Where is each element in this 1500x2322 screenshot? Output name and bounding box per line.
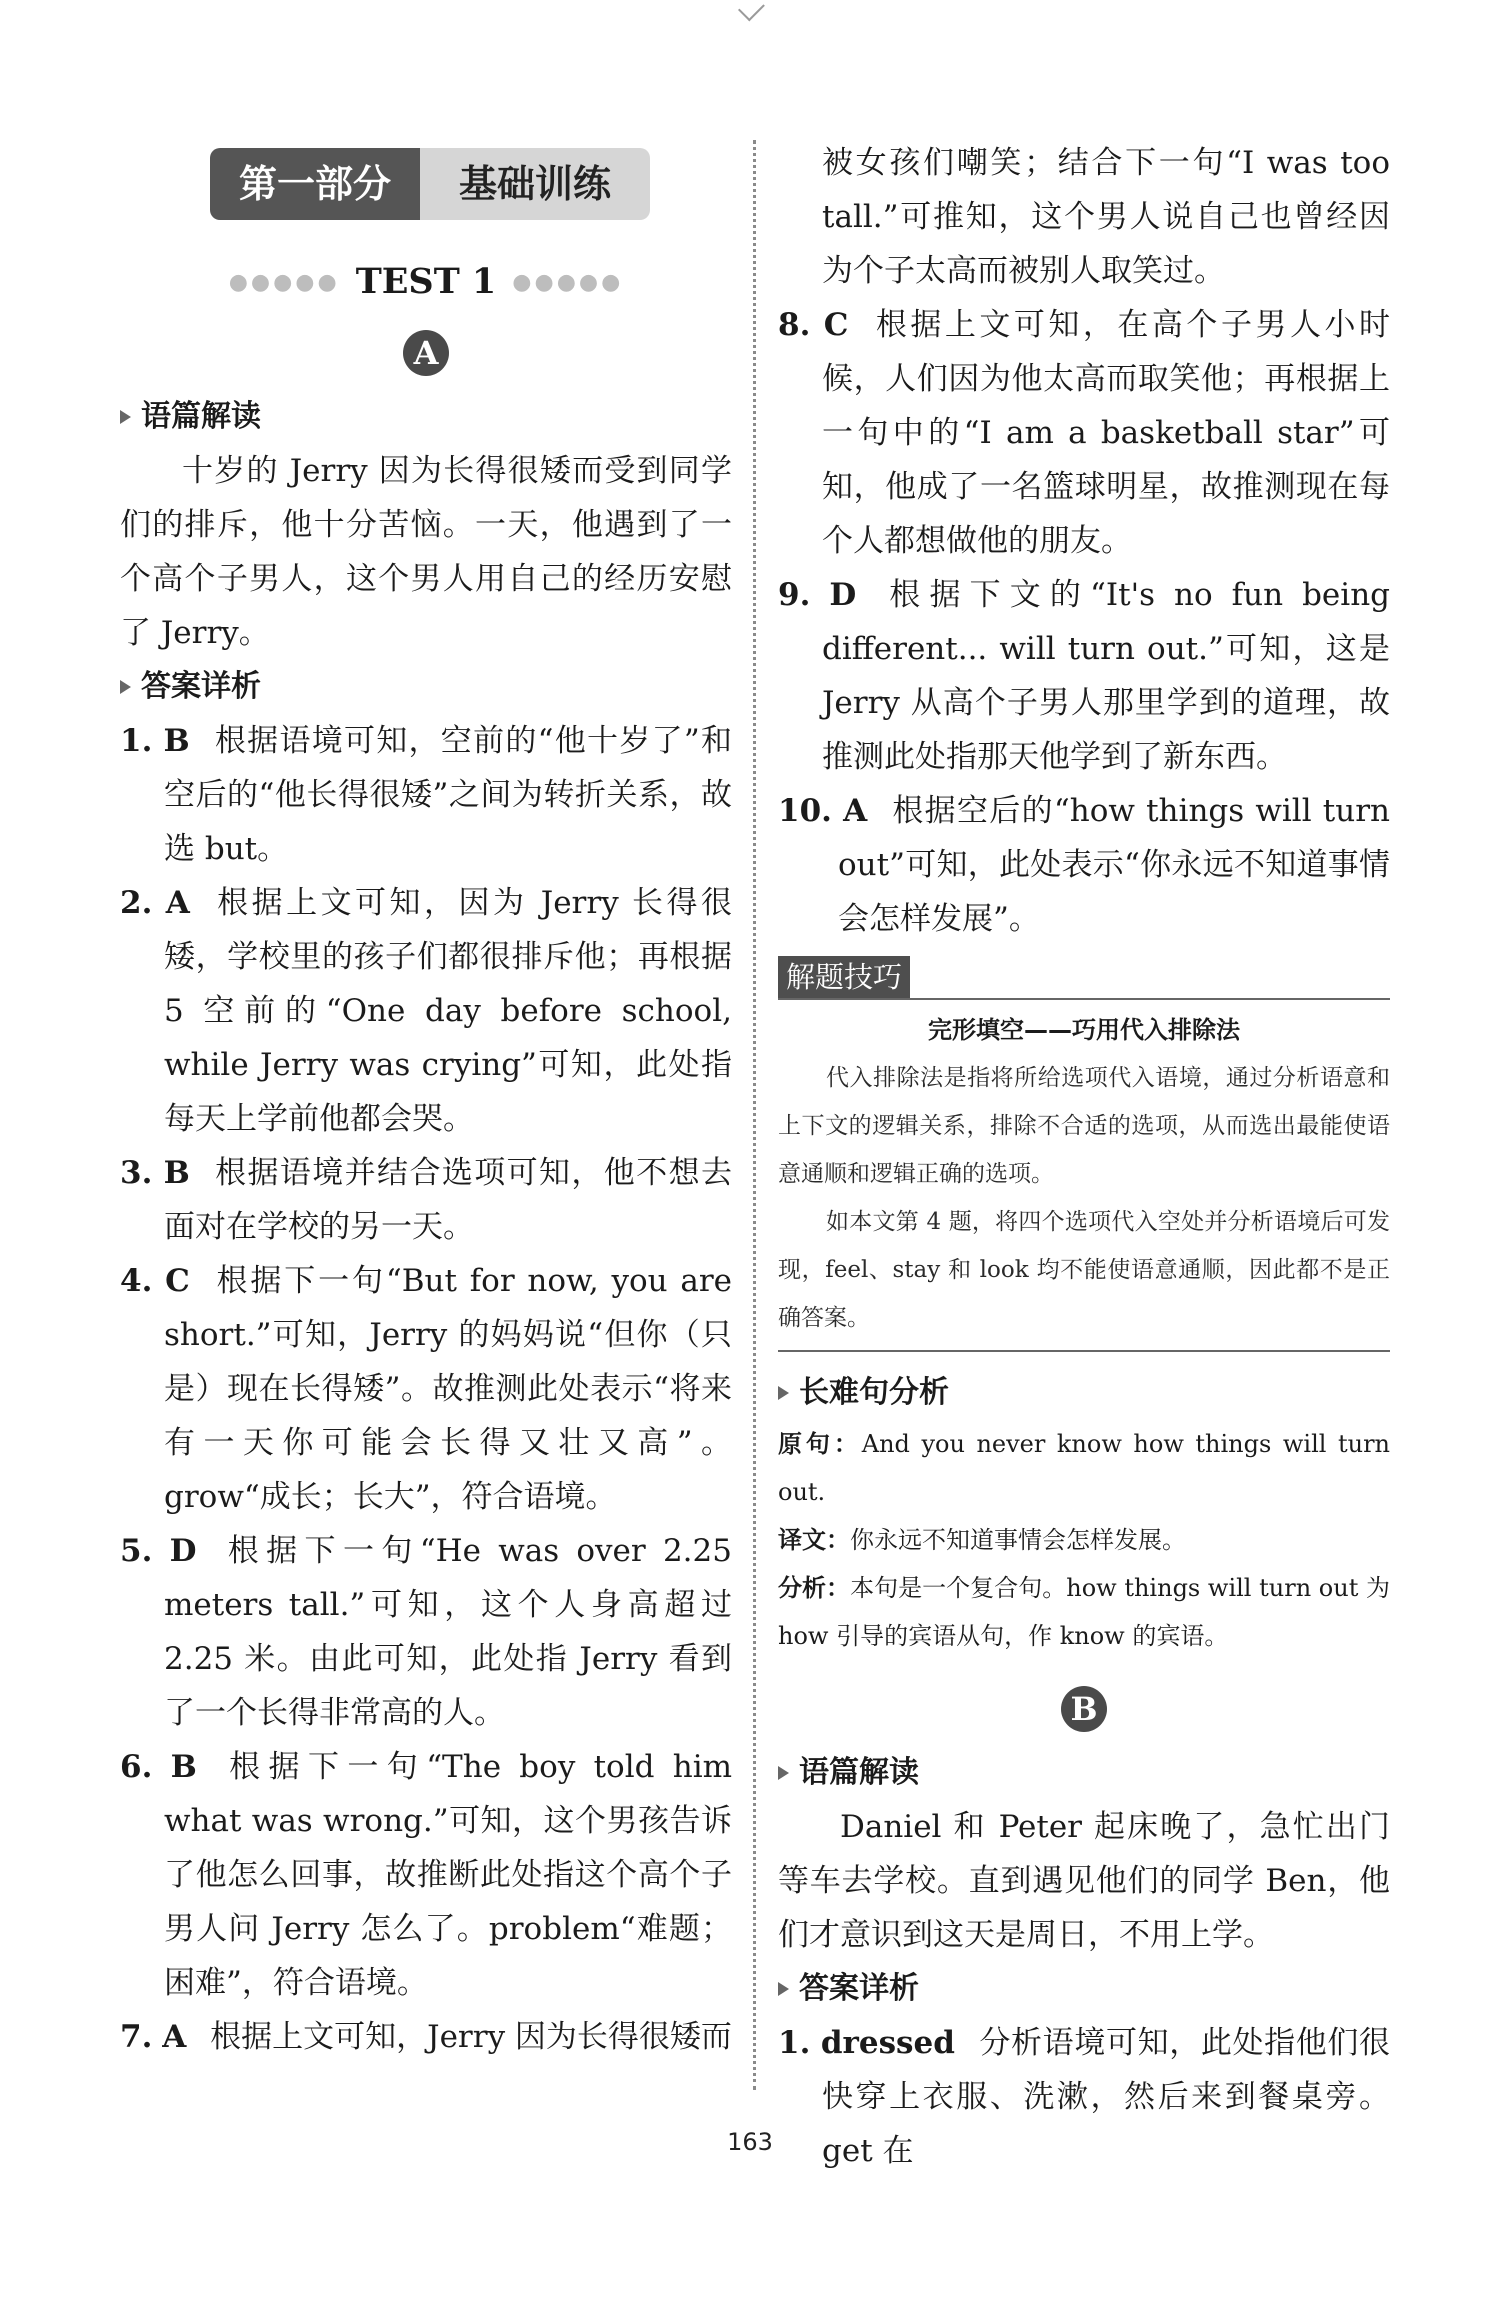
item-answer: A [162,2019,187,2055]
item-explanation: 分析语境可知，此处指他们很快穿上衣服、洗漱，然后来到餐桌旁。get 在 [822,2025,1391,2169]
triangle-bullet-icon [778,1982,789,1996]
passage-heading-text: 语篇解读 [141,399,261,434]
section-b-badge: B [1061,1686,1107,1732]
page-number: 163 [727,2128,773,2156]
item-answer: B [163,1155,190,1191]
item-answer: B [170,1749,197,1785]
answers-heading-a [120,660,732,714]
item-explanation: 根据上文可知，在高个子男人小时候，人们因为他太高而取笑他；再根据上一句中的“I am a basketball star”可知，他成了一名篮球明星，故推测现在每个人都想做他的朋友。 [822,307,1391,559]
item-explanation: 根据下一句“The boy told him what was wrong.”可知，这个男孩告诉了他怎么回事，故推断此处指这个高个子男人问 Jerry 怎么了。problem“难题；困难”，符合语境。 [164,1749,733,2001]
tips-title: 完形填空——巧用代入排除法 [928,1016,1240,1044]
answer-item [778,568,1390,784]
long-sentence-heading [778,1366,1390,1420]
item-explanation: 根据下文的“It's no fun being different... will turn out.”可知，这是 Jerry 从高个子男人那里学到的道理，故推测此处指那天他学到了新东西。 [822,577,1391,775]
tips-paragraph: 如本文第 4 题，将四个选项代入空处并分析语境后可发现，feel、stay 和 look 均不能使语意通顺，因此都不是正确答案。 [778,1209,1390,1331]
analysis-label: 分析： [778,1574,851,1602]
tips-label: 解题技巧 [778,956,910,998]
item-7-continuation: 被女孩们嘲笑；结合下一句“I was too tall.”可推知，这个男人说自己也曾经因为个子太高而被别人取笑过。 [822,145,1390,289]
answer-item [120,1740,732,2010]
triangle-bullet-icon [120,410,131,424]
item-answer: B [163,723,190,759]
item-number: 4. [120,1263,153,1299]
item-number: 6. [120,1749,153,1785]
section-a-badge: A [403,330,449,376]
right-column [778,136,1390,2178]
column-divider [753,140,756,2090]
item-explanation: 根据下一句“He was over 2.25 meters tall.”可知，这个人身高超过 2.25 米。由此可知，此处指 Jerry 看到了一个长得非常高的人。 [164,1533,732,1731]
answer-item [120,1146,732,1254]
analysis [778,1564,1390,1660]
passage-heading-b [778,1746,1390,1800]
item-answer: C [165,1263,190,1299]
original-label: 原句： [778,1430,862,1458]
triangle-bullet-icon [120,680,131,694]
long-sentence-heading-text: 长难句分析 [799,1375,949,1410]
answer-item [120,1254,732,1524]
item-number: 9. [778,577,811,613]
top-chevron-mark [738,0,765,21]
item-number: 3. [120,1155,153,1191]
item-number: 7. [120,2019,153,2055]
answers-heading-text: 答案详析 [141,669,261,704]
original-text: And you never know how things will turn out. [778,1430,1391,1506]
item-answer: D [169,1533,197,1569]
item-number: 1. [120,723,153,759]
passage-summary-b: Daniel 和 Peter 起床晚了，急忙出门等车去学校。直到遇见他们的同学 Ben，他们才意识到这天是周日，不用上学。 [778,1809,1390,1953]
answer-item [778,784,1390,946]
item-number: 10. [778,793,832,829]
passage-heading-a [120,390,732,444]
translation-text: 你永远不知道事情会怎样发展。 [850,1526,1186,1554]
tips-paragraph: 代入排除法是指将所给选项代入语境，通过分析语意和上下文的逻辑关系，排除不合适的选项，从而选出最能使语意通顺和逻辑正确的选项。 [778,1065,1390,1187]
answers-heading-text: 答案详析 [799,1971,919,2006]
dots-right: ●●●●● [512,269,624,295]
test-title-text: TEST 1 [355,261,497,302]
test-title [120,254,732,310]
answer-item [120,1524,732,1740]
item-number: 5. [120,1533,153,1569]
triangle-bullet-icon [778,1766,789,1780]
item-answer: dressed [820,2025,955,2061]
original-sentence [778,1420,1390,1516]
part-label: 第一部分 [210,148,420,220]
dots-left: ●●●●● [228,269,340,295]
item-number: 8. [778,307,811,343]
answer-item [120,876,732,1146]
item-number: 2. [120,885,153,921]
item-answer: D [829,577,857,613]
item-explanation: 根据语境并结合选项可知，他不想去面对在学校的另一天。 [164,1155,732,1245]
item-answer: C [823,307,849,343]
part-title: 基础训练 [420,148,650,220]
answer-item [120,2010,732,2064]
item-answer: A [165,885,190,921]
tips-bottom-rule [778,1350,1390,1352]
item-answer: A [843,793,868,829]
answers-heading-b [778,1962,1390,2016]
part-header [210,148,650,220]
tips-header [778,954,1390,1000]
answer-item [778,298,1390,568]
item-explanation: 根据下一句“But for now, you are short.”可知，Jerry 的妈妈说“但你（只是）现在长得矮”。故推测此处表示“将来有一天你可能会长得又壮又高”。grow“成长；长大”，符合语境。 [164,1263,732,1515]
triangle-bullet-icon [778,1386,789,1400]
item-explanation: 根据空后的“how things will turn out”可知，此处表示“你永远不知道事情会怎样发展”。 [838,793,1390,937]
item-explanation: 根据上文可知，Jerry 因为长得很矮而 [210,2019,732,2055]
item-explanation: 根据语境可知，空前的“他十岁了”和空后的“他长得很矮”之间为转折关系，故选 but。 [164,723,732,867]
passage-summary-a: 十岁的 Jerry 因为长得很矮而受到同学们的排斥，他十分苦恼。一天，他遇到了一个高个子男人，这个男人用自己的经历安慰了 Jerry。 [120,453,732,651]
left-column [120,140,732,2064]
item-explanation: 根据上文可知，因为 Jerry 长得很矮，学校里的孩子们都很排斥他；再根据 5 空前的“One day before school, while Jerry was crying”可知，此处指每天上学前他都会哭。 [164,885,732,1137]
item-number: 1. [778,2025,811,2061]
passage-heading-text: 语篇解读 [799,1755,919,1790]
translation-label: 译文： [778,1526,850,1554]
analysis-text: 本句是一个复合句。how things will turn out 为 how 引导的宾语从句，作 know 的宾语。 [778,1574,1390,1650]
answer-item [120,714,732,876]
translation [778,1516,1390,1564]
